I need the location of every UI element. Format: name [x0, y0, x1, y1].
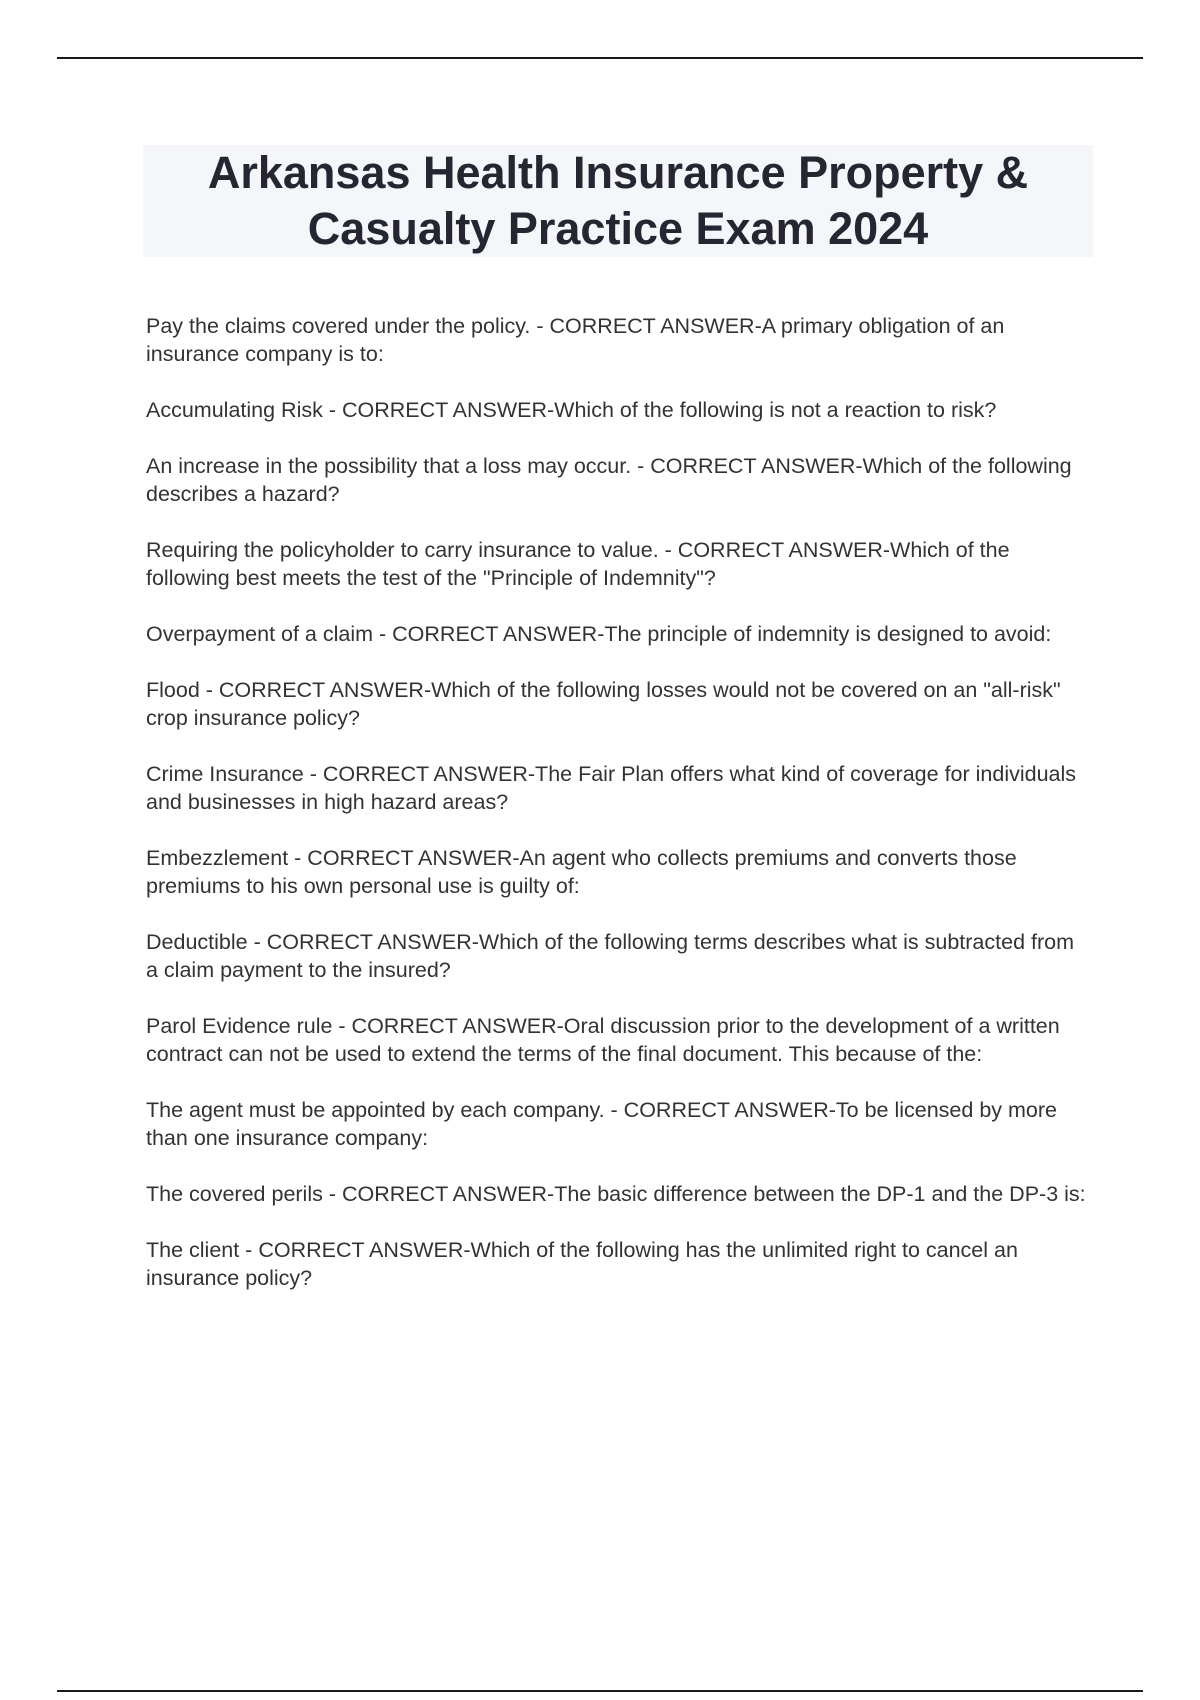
qa-item: Crime Insurance - CORRECT ANSWER-The Fair Plan offers what kind of coverage for individuals and businesses in high hazard areas? [146, 762, 1077, 814]
top-rule [57, 57, 1143, 59]
qa-item: An increase in the possibility that a loss may occur. - CORRECT ANSWER-Which of the following describes a hazard? [146, 454, 1072, 506]
qa-item: The covered perils - CORRECT ANSWER-The basic difference between the DP-1 and the DP-3 is: [146, 1182, 1086, 1206]
qa-item: The client - CORRECT ANSWER-Which of the following has the unlimited right to cancel an insurance policy? [146, 1238, 1018, 1290]
qa-list [146, 312, 1086, 1320]
qa-item: The agent must be appointed by each company. - CORRECT ANSWER-To be licensed by more than one insurance company: [146, 1098, 1057, 1150]
qa-item: Parol Evidence rule - CORRECT ANSWER-Oral discussion prior to the development of a written contract can not be used to extend the terms of the final document. This because of the: [146, 1014, 1060, 1066]
qa-item: Accumulating Risk - CORRECT ANSWER-Which of the following is not a reaction to risk? [146, 398, 997, 422]
qa-item: Pay the claims covered under the policy. - CORRECT ANSWER-A primary obligation of an insurance company is to: [146, 314, 1005, 366]
qa-item: Embezzlement - CORRECT ANSWER-An agent who collects premiums and converts those premiums to his own personal use is guilty of: [146, 846, 1017, 898]
document-title [208, 145, 1028, 257]
title-line-1: Arkansas Health Insurance Property & [207, 147, 1029, 198]
title-line-2: Casualty Practice Exam 2024 [307, 203, 929, 254]
bottom-rule [57, 1690, 1143, 1692]
title-block [143, 145, 1093, 257]
qa-item: Deductible - CORRECT ANSWER-Which of the following terms describes what is subtracted from a claim payment to the insured? [146, 930, 1074, 982]
qa-item: Overpayment of a claim - CORRECT ANSWER-The principle of indemnity is designed to avoid: [146, 622, 1052, 646]
qa-item: Requiring the policyholder to carry insurance to value. - CORRECT ANSWER-Which of the following best meets the test of the "Principle of Indemnity"? [146, 538, 1010, 590]
qa-item: Flood - CORRECT ANSWER-Which of the following losses would not be covered on an "all-risk" crop insurance policy? [146, 678, 1061, 730]
